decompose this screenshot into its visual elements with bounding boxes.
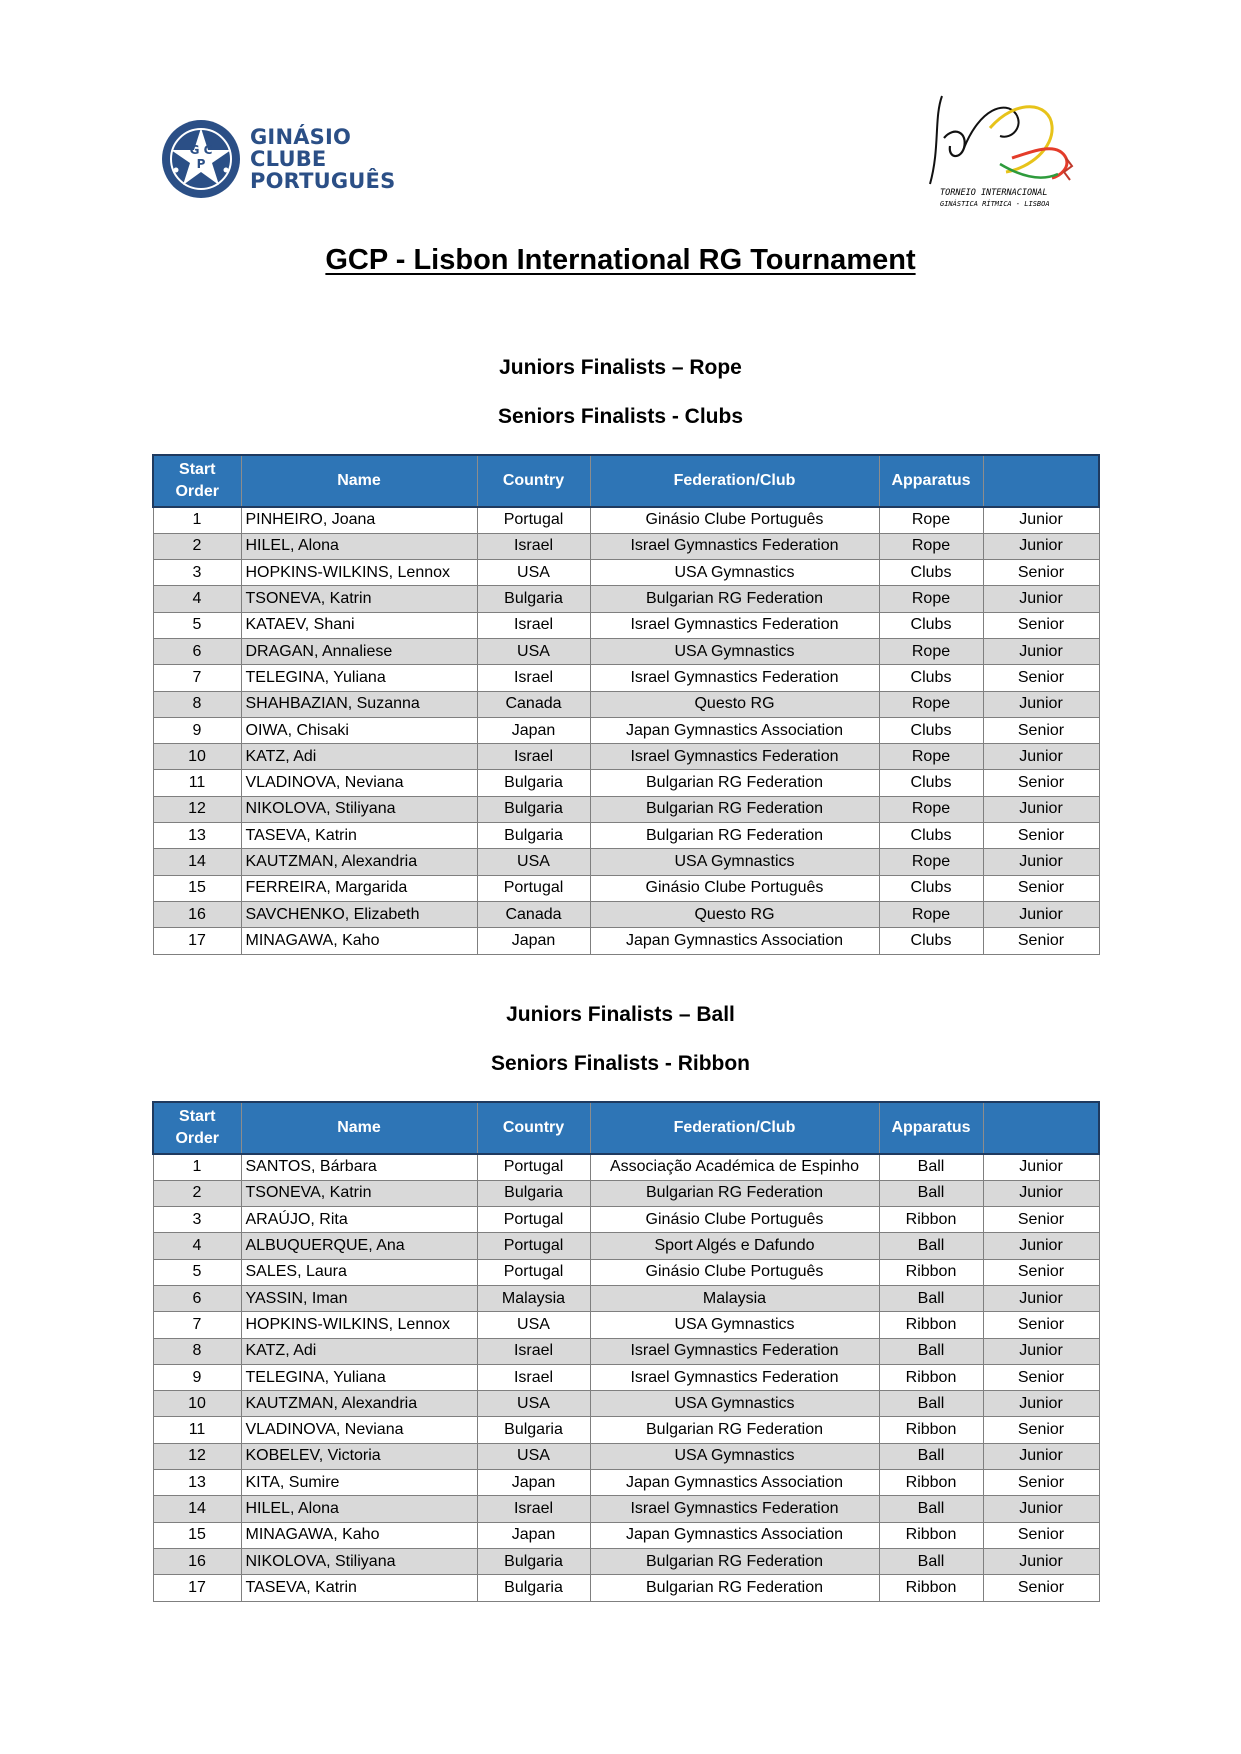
table-header-row [153, 1102, 1099, 1154]
cell-country: Israel [477, 1338, 590, 1364]
cell-category: Junior [983, 744, 1099, 770]
col-name: Name [241, 455, 477, 507]
cell-name: KITA, Sumire [241, 1470, 477, 1496]
table-row [153, 928, 1099, 954]
cell-start-order: 5 [153, 1259, 241, 1285]
table-row [153, 533, 1099, 559]
cell-country: Israel [477, 1364, 590, 1390]
cell-name: NIKOLOVA, Stiliyana [241, 796, 477, 822]
cell-apparatus: Ribbon [879, 1207, 983, 1233]
cell-category: Senior [983, 1417, 1099, 1443]
cell-start-order: 15 [153, 1522, 241, 1548]
cell-apparatus: Rope [879, 744, 983, 770]
cell-name: PINHEIRO, Joana [241, 507, 477, 533]
cell-apparatus: Ball [879, 1285, 983, 1311]
cell-category: Senior [983, 928, 1099, 954]
cell-category: Senior [983, 1575, 1099, 1601]
col-category [983, 1102, 1099, 1154]
cell-start-order: 12 [153, 796, 241, 822]
cell-country: USA [477, 1391, 590, 1417]
cell-federation: Bulgarian RG Federation [590, 1417, 879, 1443]
cell-name: ALBUQUERQUE, Ana [241, 1233, 477, 1259]
table-row [153, 612, 1099, 638]
finalists-table-rope-clubs [152, 454, 1100, 955]
section2-heading-juniors: Juniors Finalists – Ball [506, 1003, 735, 1026]
cell-country: USA [477, 849, 590, 875]
cell-federation: Associação Académica de Espinho [590, 1154, 879, 1180]
cell-name: MINAGAWA, Kaho [241, 1522, 477, 1548]
tournament-logo-line2: GINÁSTICA RÍTMICA - LISBOA [940, 200, 1050, 208]
cell-category: Senior [983, 1259, 1099, 1285]
cell-apparatus: Clubs [879, 770, 983, 796]
cell-apparatus: Ball [879, 1548, 983, 1574]
table-header-row [153, 455, 1099, 507]
cell-federation: Bulgarian RG Federation [590, 586, 879, 612]
cell-federation: Israel Gymnastics Federation [590, 612, 879, 638]
cell-country: Bulgaria [477, 1548, 590, 1574]
table-row [153, 638, 1099, 664]
cell-start-order: 6 [153, 1285, 241, 1311]
table-row [153, 1207, 1099, 1233]
cell-apparatus: Ribbon [879, 1575, 983, 1601]
table-row [153, 823, 1099, 849]
cell-name: FERREIRA, Margarida [241, 875, 477, 901]
table-row [153, 1417, 1099, 1443]
cell-apparatus: Rope [879, 638, 983, 664]
cell-country: Canada [477, 901, 590, 927]
cell-category: Junior [983, 1180, 1099, 1206]
cell-category: Senior [983, 1207, 1099, 1233]
table-row [153, 1312, 1099, 1338]
cell-start-order: 2 [153, 1180, 241, 1206]
cell-apparatus: Ball [879, 1154, 983, 1180]
cell-category: Senior [983, 612, 1099, 638]
cell-start-order: 16 [153, 901, 241, 927]
cell-apparatus: Clubs [879, 875, 983, 901]
cell-start-order: 4 [153, 586, 241, 612]
table-row [153, 1443, 1099, 1469]
cell-country: Portugal [477, 507, 590, 533]
finalists-table-ball-ribbon [152, 1101, 1100, 1602]
cell-apparatus: Rope [879, 586, 983, 612]
cell-start-order: 4 [153, 1233, 241, 1259]
cell-name: NIKOLOVA, Stiliyana [241, 1548, 477, 1574]
cell-federation: Questo RG [590, 691, 879, 717]
cell-country: Israel [477, 1496, 590, 1522]
cell-country: Israel [477, 665, 590, 691]
cell-apparatus: Clubs [879, 560, 983, 586]
table-body [153, 1154, 1099, 1601]
table-row [153, 560, 1099, 586]
cell-start-order: 7 [153, 665, 241, 691]
cell-country: Japan [477, 717, 590, 743]
cell-federation: Israel Gymnastics Federation [590, 744, 879, 770]
table-row [153, 1575, 1099, 1601]
cell-category: Senior [983, 717, 1099, 743]
cell-name: SHAHBAZIAN, Suzanna [241, 691, 477, 717]
cell-category: Senior [983, 770, 1099, 796]
cell-name: HOPKINS-WILKINS, Lennox [241, 560, 477, 586]
cell-name: SALES, Laura [241, 1259, 477, 1285]
cell-country: Bulgaria [477, 770, 590, 796]
cell-apparatus: Ball [879, 1180, 983, 1206]
cell-name: KATAEV, Shani [241, 612, 477, 638]
cell-federation: Israel Gymnastics Federation [590, 1338, 879, 1364]
cell-apparatus: Ribbon [879, 1259, 983, 1285]
cell-name: TELEGINA, Yuliana [241, 665, 477, 691]
cell-apparatus: Ball [879, 1391, 983, 1417]
cell-federation: Bulgarian RG Federation [590, 1575, 879, 1601]
cell-federation: Questo RG [590, 901, 879, 927]
table-row [153, 901, 1099, 927]
cell-category: Junior [983, 1548, 1099, 1574]
cell-apparatus: Clubs [879, 928, 983, 954]
svg-text:G C: G C [189, 143, 213, 157]
cell-category: Senior [983, 823, 1099, 849]
table-row [153, 1496, 1099, 1522]
cell-name: TELEGINA, Yuliana [241, 1364, 477, 1390]
cell-apparatus: Clubs [879, 823, 983, 849]
table-row [153, 1180, 1099, 1206]
cell-category: Senior [983, 1364, 1099, 1390]
cell-country: USA [477, 638, 590, 664]
cell-category: Junior [983, 1285, 1099, 1311]
table-row [153, 1233, 1099, 1259]
cell-apparatus: Ball [879, 1338, 983, 1364]
table-row [153, 1259, 1099, 1285]
table-row [153, 691, 1099, 717]
cell-start-order: 11 [153, 770, 241, 796]
cell-category: Senior [983, 1522, 1099, 1548]
cell-category: Junior [983, 849, 1099, 875]
gcp-logo-line1: GINÁSIO [250, 125, 352, 149]
section2-heading-seniors: Seniors Finalists - Ribbon [490, 1052, 751, 1075]
cell-name: HILEL, Alona [241, 1496, 477, 1522]
table-row [153, 1154, 1099, 1180]
cell-start-order: 14 [153, 1496, 241, 1522]
cell-apparatus: Clubs [879, 717, 983, 743]
cell-name: TASEVA, Katrin [241, 823, 477, 849]
cell-federation: Ginásio Clube Português [590, 1259, 879, 1285]
cell-federation: Israel Gymnastics Federation [590, 1364, 879, 1390]
cell-federation: Sport Algés e Dafundo [590, 1233, 879, 1259]
table-row [153, 1470, 1099, 1496]
cell-federation: Japan Gymnastics Association [590, 928, 879, 954]
table-row [153, 796, 1099, 822]
gcp-logo-line2: CLUBE [250, 147, 327, 171]
cell-name: TSONEVA, Katrin [241, 586, 477, 612]
cell-start-order: 10 [153, 744, 241, 770]
gymnast-ribbon-icon [920, 88, 1090, 192]
col-apparatus: Apparatus [879, 455, 983, 507]
cell-apparatus: Rope [879, 691, 983, 717]
col-country: Country [477, 455, 590, 507]
cell-country: USA [477, 1312, 590, 1338]
cell-name: ARAÚJO, Rita [241, 1207, 477, 1233]
cell-country: Bulgaria [477, 1417, 590, 1443]
cell-name: YASSIN, Iman [241, 1285, 477, 1311]
cell-name: KATZ, Adi [241, 744, 477, 770]
cell-category: Senior [983, 1470, 1099, 1496]
cell-federation: Bulgarian RG Federation [590, 796, 879, 822]
document-title: GCP - Lisbon International RG Tournament [325, 244, 916, 276]
cell-federation: Bulgarian RG Federation [590, 823, 879, 849]
cell-federation: Ginásio Clube Português [590, 875, 879, 901]
cell-name: KAUTZMAN, Alexandria [241, 1391, 477, 1417]
cell-federation: Bulgarian RG Federation [590, 770, 879, 796]
cell-country: Bulgaria [477, 823, 590, 849]
cell-country: Portugal [477, 1259, 590, 1285]
cell-country: USA [477, 560, 590, 586]
cell-category: Senior [983, 875, 1099, 901]
cell-apparatus: Rope [879, 533, 983, 559]
cell-start-order: 13 [153, 1470, 241, 1496]
cell-name: KATZ, Adi [241, 1338, 477, 1364]
cell-start-order: 17 [153, 928, 241, 954]
cell-category: Junior [983, 1496, 1099, 1522]
cell-federation: Israel Gymnastics Federation [590, 533, 879, 559]
cell-country: Portugal [477, 875, 590, 901]
gcp-emblem-icon [160, 118, 242, 200]
cell-apparatus: Rope [879, 507, 983, 533]
cell-country: Bulgaria [477, 1575, 590, 1601]
cell-start-order: 8 [153, 1338, 241, 1364]
cell-start-order: 15 [153, 875, 241, 901]
col-country: Country [477, 1102, 590, 1154]
table-row [153, 665, 1099, 691]
table-row [153, 1522, 1099, 1548]
cell-federation: Japan Gymnastics Association [590, 1470, 879, 1496]
cell-category: Junior [983, 1443, 1099, 1469]
cell-country: Portugal [477, 1233, 590, 1259]
col-apparatus: Apparatus [879, 1102, 983, 1154]
cell-country: Malaysia [477, 1285, 590, 1311]
cell-country: Japan [477, 1522, 590, 1548]
cell-federation: Israel Gymnastics Federation [590, 665, 879, 691]
cell-apparatus: Rope [879, 849, 983, 875]
gcp-logo-line3: PORTUGUÊS [250, 169, 396, 193]
cell-country: Bulgaria [477, 1180, 590, 1206]
cell-category: Junior [983, 1233, 1099, 1259]
table-row [153, 586, 1099, 612]
cell-name: KAUTZMAN, Alexandria [241, 849, 477, 875]
cell-federation: Malaysia [590, 1285, 879, 1311]
cell-start-order: 10 [153, 1391, 241, 1417]
cell-name: MINAGAWA, Kaho [241, 928, 477, 954]
table-row [153, 744, 1099, 770]
cell-apparatus: Rope [879, 901, 983, 927]
cell-start-order: 3 [153, 560, 241, 586]
col-name: Name [241, 1102, 477, 1154]
cell-apparatus: Ribbon [879, 1522, 983, 1548]
cell-federation: Israel Gymnastics Federation [590, 1496, 879, 1522]
cell-category: Junior [983, 638, 1099, 664]
cell-apparatus: Ball [879, 1496, 983, 1522]
cell-country: Canada [477, 691, 590, 717]
table-row [153, 507, 1099, 533]
cell-start-order: 2 [153, 533, 241, 559]
cell-category: Senior [983, 665, 1099, 691]
cell-start-order: 3 [153, 1207, 241, 1233]
cell-category: Junior [983, 1338, 1099, 1364]
cell-country: Bulgaria [477, 586, 590, 612]
cell-category: Senior [983, 1312, 1099, 1338]
table-row [153, 1548, 1099, 1574]
tournament-logo [920, 88, 1090, 216]
cell-apparatus: Clubs [879, 665, 983, 691]
cell-start-order: 7 [153, 1312, 241, 1338]
col-start-order: Start Order [153, 1102, 241, 1154]
cell-apparatus: Ribbon [879, 1364, 983, 1390]
cell-name: SAVCHENKO, Elizabeth [241, 901, 477, 927]
cell-apparatus: Clubs [879, 612, 983, 638]
cell-start-order: 14 [153, 849, 241, 875]
tournament-logo-line1: TORNEIO INTERNACIONAL [940, 188, 1048, 198]
cell-name: HILEL, Alona [241, 533, 477, 559]
cell-category: Junior [983, 586, 1099, 612]
cell-federation: Ginásio Clube Português [590, 1207, 879, 1233]
cell-name: KOBELEV, Victoria [241, 1443, 477, 1469]
cell-category: Junior [983, 533, 1099, 559]
cell-federation: USA Gymnastics [590, 1312, 879, 1338]
cell-start-order: 12 [153, 1443, 241, 1469]
cell-apparatus: Ball [879, 1233, 983, 1259]
cell-country: USA [477, 1443, 590, 1469]
col-start-order: Start Order [153, 455, 241, 507]
table-row [153, 849, 1099, 875]
cell-category: Junior [983, 901, 1099, 927]
cell-category: Junior [983, 796, 1099, 822]
cell-name: HOPKINS-WILKINS, Lennox [241, 1312, 477, 1338]
cell-federation: USA Gymnastics [590, 849, 879, 875]
cell-country: Israel [477, 744, 590, 770]
cell-apparatus: Ball [879, 1443, 983, 1469]
table-row [153, 770, 1099, 796]
section1-heading-seniors: Seniors Finalists - Clubs [497, 405, 744, 428]
cell-name: SANTOS, Bárbara [241, 1154, 477, 1180]
cell-start-order: 6 [153, 638, 241, 664]
cell-start-order: 5 [153, 612, 241, 638]
cell-federation: Japan Gymnastics Association [590, 1522, 879, 1548]
cell-apparatus: Ribbon [879, 1470, 983, 1496]
cell-start-order: 1 [153, 507, 241, 533]
cell-federation: USA Gymnastics [590, 1391, 879, 1417]
cell-country: Israel [477, 533, 590, 559]
table-row [153, 875, 1099, 901]
gcp-logo [160, 118, 400, 200]
cell-start-order: 9 [153, 717, 241, 743]
col-category [983, 455, 1099, 507]
cell-apparatus: Rope [879, 796, 983, 822]
cell-federation: Bulgarian RG Federation [590, 1548, 879, 1574]
cell-start-order: 9 [153, 1364, 241, 1390]
cell-federation: USA Gymnastics [590, 638, 879, 664]
cell-category: Senior [983, 560, 1099, 586]
cell-category: Junior [983, 1154, 1099, 1180]
col-federation: Federation/Club [590, 1102, 879, 1154]
cell-apparatus: Ribbon [879, 1417, 983, 1443]
cell-federation: Japan Gymnastics Association [590, 717, 879, 743]
table-row [153, 1338, 1099, 1364]
cell-start-order: 11 [153, 1417, 241, 1443]
svg-text:P: P [196, 157, 206, 171]
section1-heading-juniors: Juniors Finalists – Rope [499, 356, 742, 379]
cell-country: Israel [477, 612, 590, 638]
cell-name: TSONEVA, Katrin [241, 1180, 477, 1206]
cell-apparatus: Ribbon [879, 1312, 983, 1338]
cell-federation: USA Gymnastics [590, 560, 879, 586]
cell-country: Japan [477, 1470, 590, 1496]
cell-category: Junior [983, 507, 1099, 533]
cell-start-order: 1 [153, 1154, 241, 1180]
cell-country: Portugal [477, 1207, 590, 1233]
table-body [153, 507, 1099, 954]
cell-start-order: 16 [153, 1548, 241, 1574]
cell-category: Junior [983, 691, 1099, 717]
cell-name: VLADINOVA, Neviana [241, 1417, 477, 1443]
cell-name: OIWA, Chisaki [241, 717, 477, 743]
table-row [153, 717, 1099, 743]
table-row [153, 1364, 1099, 1390]
cell-start-order: 13 [153, 823, 241, 849]
cell-name: TASEVA, Katrin [241, 1575, 477, 1601]
cell-federation: USA Gymnastics [590, 1443, 879, 1469]
cell-name: DRAGAN, Annaliese [241, 638, 477, 664]
col-federation: Federation/Club [590, 455, 879, 507]
table-row [153, 1285, 1099, 1311]
cell-start-order: 17 [153, 1575, 241, 1601]
cell-category: Junior [983, 1391, 1099, 1417]
cell-federation: Ginásio Clube Português [590, 507, 879, 533]
cell-start-order: 8 [153, 691, 241, 717]
cell-name: VLADINOVA, Neviana [241, 770, 477, 796]
cell-country: Portugal [477, 1154, 590, 1180]
cell-federation: Bulgarian RG Federation [590, 1180, 879, 1206]
table-row [153, 1391, 1099, 1417]
cell-country: Japan [477, 928, 590, 954]
cell-country: Bulgaria [477, 796, 590, 822]
